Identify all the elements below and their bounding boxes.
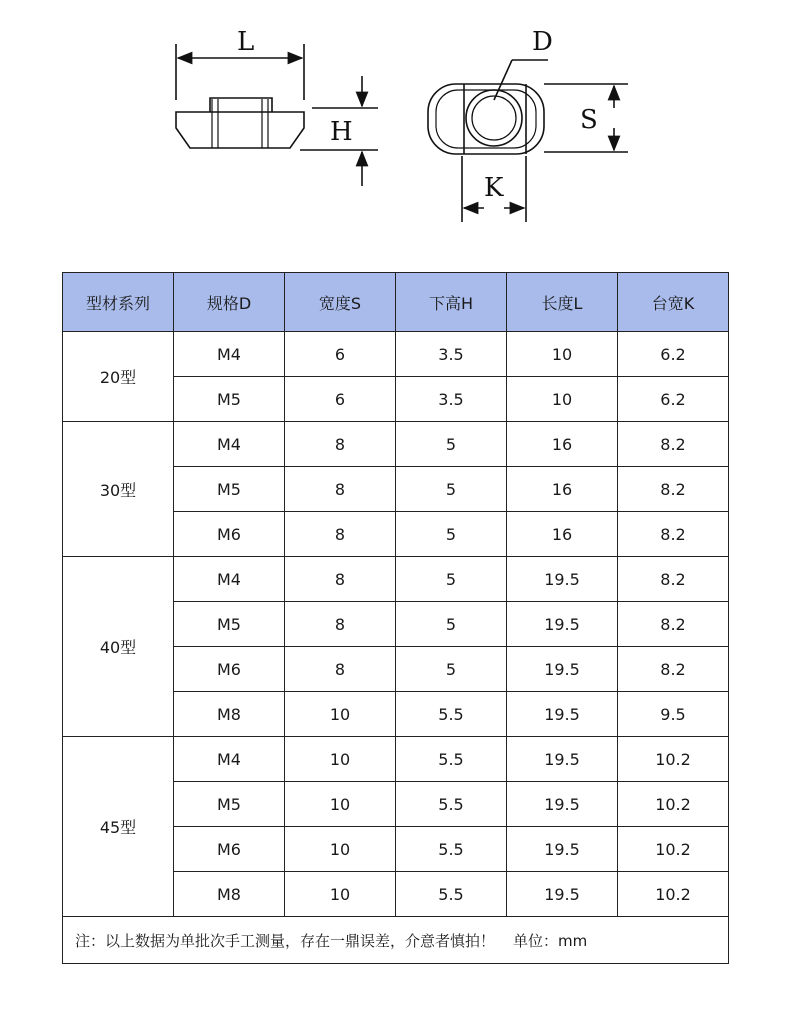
length-l-cell: 19.5 <box>507 737 618 782</box>
width-s-cell: 8 <box>285 422 396 467</box>
spec-cell: M8 <box>174 872 285 917</box>
height-h-cell: 5.5 <box>396 872 507 917</box>
length-l-cell: 10 <box>507 332 618 377</box>
length-l-cell: 10 <box>507 377 618 422</box>
height-h-cell: 5.5 <box>396 737 507 782</box>
spec-cell: M5 <box>174 467 285 512</box>
series-cell: 40型 <box>63 557 174 737</box>
height-h-cell: 5 <box>396 467 507 512</box>
height-h-cell: 5 <box>396 512 507 557</box>
width-k-cell: 8.2 <box>618 467 729 512</box>
width-k-cell: 8.2 <box>618 512 729 557</box>
table-row <box>63 557 729 602</box>
table-row <box>63 422 729 467</box>
length-l-cell: 19.5 <box>507 692 618 737</box>
header-width-s: 宽度S <box>285 273 396 332</box>
height-h-cell: 5 <box>396 557 507 602</box>
note-text: 注：以上数据为单批次手工测量，存在一鼎误差，介意者慎拍！ <box>75 931 496 950</box>
spec-cell: M8 <box>174 692 285 737</box>
height-h-cell: 5.5 <box>396 692 507 737</box>
width-s-cell: 8 <box>285 647 396 692</box>
spec-cell: M4 <box>174 332 285 377</box>
width-k-cell: 10.2 <box>618 827 729 872</box>
width-s-cell: 10 <box>285 692 396 737</box>
width-s-cell: 8 <box>285 602 396 647</box>
width-k-cell: 6.2 <box>618 332 729 377</box>
series-cell: 45型 <box>63 737 174 917</box>
width-s-cell: 10 <box>285 737 396 782</box>
length-l-cell: 19.5 <box>507 647 618 692</box>
length-l-cell: 16 <box>507 422 618 467</box>
width-k-cell: 10.2 <box>618 737 729 782</box>
spec-cell: M4 <box>174 422 285 467</box>
width-k-cell: 8.2 <box>618 557 729 602</box>
header-height-h: 下高H <box>396 273 507 332</box>
width-s-cell: 10 <box>285 827 396 872</box>
length-l-cell: 16 <box>507 512 618 557</box>
series-cell: 20型 <box>63 332 174 422</box>
width-k-cell: 10.2 <box>618 782 729 827</box>
spec-cell: M6 <box>174 827 285 872</box>
dim-label-k: K <box>484 173 504 203</box>
spec-cell: M5 <box>174 782 285 827</box>
unit-text: 单位：mm <box>513 931 588 950</box>
height-h-cell: 3.5 <box>396 377 507 422</box>
spec-cell: M4 <box>174 737 285 782</box>
width-s-cell: 8 <box>285 467 396 512</box>
spec-cell: M4 <box>174 557 285 602</box>
header-length-l: 长度L <box>507 273 618 332</box>
height-h-cell: 3.5 <box>396 332 507 377</box>
length-l-cell: 19.5 <box>507 782 618 827</box>
width-s-cell: 10 <box>285 782 396 827</box>
height-h-cell: 5.5 <box>396 782 507 827</box>
spec-cell: M6 <box>174 647 285 692</box>
dim-label-d: D <box>532 27 553 57</box>
width-s-cell: 6 <box>285 332 396 377</box>
width-s-cell: 10 <box>285 872 396 917</box>
dim-label-l: L <box>237 27 255 57</box>
table-row <box>63 332 729 377</box>
dim-label-s: S <box>580 105 598 135</box>
length-l-cell: 19.5 <box>507 557 618 602</box>
length-l-cell: 19.5 <box>507 602 618 647</box>
width-k-cell: 8.2 <box>618 602 729 647</box>
width-k-cell: 8.2 <box>618 647 729 692</box>
length-l-cell: 19.5 <box>507 872 618 917</box>
spec-body <box>63 332 729 917</box>
top-view <box>428 60 628 222</box>
spec-cell: M5 <box>174 377 285 422</box>
height-h-cell: 5 <box>396 602 507 647</box>
height-h-cell: 5.5 <box>396 827 507 872</box>
length-l-cell: 16 <box>507 467 618 512</box>
width-k-cell: 9.5 <box>618 692 729 737</box>
note-row <box>63 917 729 964</box>
spec-table <box>62 272 729 964</box>
header-row <box>63 273 729 332</box>
width-k-cell: 6.2 <box>618 377 729 422</box>
width-s-cell: 8 <box>285 512 396 557</box>
header-series: 型材系列 <box>63 273 174 332</box>
t-nut-drawing <box>0 0 790 250</box>
series-cell: 30型 <box>63 422 174 557</box>
note-cell <box>63 917 729 964</box>
width-s-cell: 6 <box>285 377 396 422</box>
width-k-cell: 10.2 <box>618 872 729 917</box>
width-s-cell: 8 <box>285 557 396 602</box>
table-row <box>63 737 729 782</box>
length-l-cell: 19.5 <box>507 827 618 872</box>
side-view <box>176 44 378 186</box>
height-h-cell: 5 <box>396 422 507 467</box>
height-h-cell: 5 <box>396 647 507 692</box>
width-k-cell: 8.2 <box>618 422 729 467</box>
header-spec-d: 规格D <box>174 273 285 332</box>
dim-label-h: H <box>330 117 353 147</box>
spec-cell: M5 <box>174 602 285 647</box>
header-width-k: 台宽K <box>618 273 729 332</box>
spec-cell: M6 <box>174 512 285 557</box>
